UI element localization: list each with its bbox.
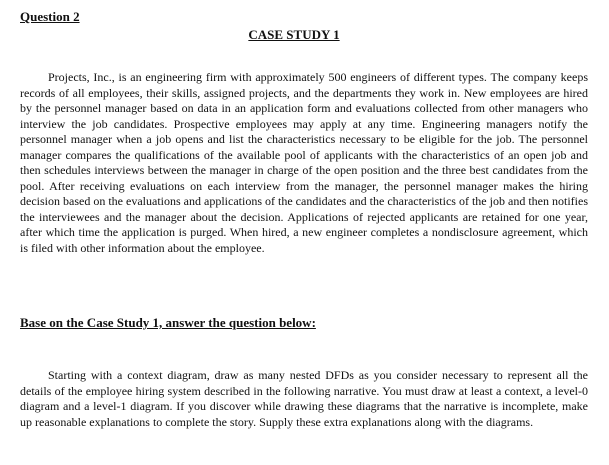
prompt-paragraph: Starting with a context diagram, draw as many nested DFDs as you consider necessary to represent all the details of the employee hiring system described in the following narrative. You must draw at least a context, a level-0 diagram and a level-1 diagram. If you discover while drawing these diagrams that the narrative is incomplete, make up reasonable explanations to complete the story. Supply these extra explanations along with the diagrams. [20,368,588,429]
question-heading: Question 2 [20,9,80,24]
prompt-heading: Base on the Case Study 1, answer the question below: [20,315,316,330]
case-study-paragraph: Projects, Inc., is an engineering firm with approximately 500 engineers of different types. The company keeps records of all employees, their skills, assigned projects, and the departments they work in. New employees are hired by the personnel manager based on data in an application form and evaluations collected from other managers who interview the job candidates. Prospective employees may apply at any time. Engineering managers notify the personnel manager when a job opens and list the characteristics necessary to be eligible for the job. The personnel manager compares the qualifications of the available pool of applicants with the characteristics of an open job and then schedules interviews between the manager in charge of the open position and the three best candidates from the pool. After receiving evaluations on each interview from the manager, the personnel manager makes the hiring decision based on the evaluations and applications of the candidates and the characteristics of the job and then notifies the interviewees and the manager about the decision. Applications of rejected applicants are retained for one year, after which time the application is purged. When hired, a new engineer completes a nondisclosure agreement, which is filed with other information about the employee. [20,70,588,255]
case-study-title: CASE STUDY 1 [248,27,340,42]
